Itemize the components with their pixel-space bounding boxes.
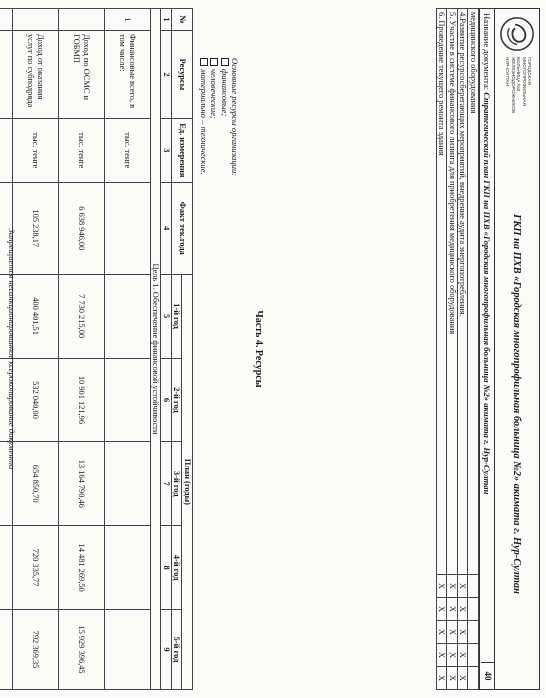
document-name-row xyxy=(479,8,494,690)
resources-intro-text: Основные ресурсы организации: xyxy=(230,58,240,177)
resource-plan-value xyxy=(104,442,150,526)
checkbox-icon xyxy=(200,58,208,66)
goal-row xyxy=(150,9,161,690)
objective-year-mark: X xyxy=(447,575,458,598)
resource-plan-value: 532 040,00 xyxy=(12,358,58,442)
resource-plan-value: 7 730 215,00 xyxy=(58,274,104,358)
col-header-year-1: 1-й год xyxy=(171,274,182,358)
objective-row xyxy=(436,9,447,690)
page-number: 40 xyxy=(481,662,494,689)
objective-year-mark xyxy=(468,667,479,690)
resource-plan-value: 654 850,70 xyxy=(12,442,58,526)
objective-year-mark: X xyxy=(447,598,458,621)
resource-num xyxy=(12,9,58,31)
resource-plan-value xyxy=(104,526,150,610)
document-header xyxy=(494,8,540,690)
objective-year-mark: X xyxy=(447,644,458,667)
objective-year-mark: X xyxy=(457,644,468,667)
resource-unit: тыс. тенге xyxy=(12,118,58,182)
resource-num xyxy=(58,9,104,31)
objective-row xyxy=(447,9,458,690)
objectives-table xyxy=(436,8,479,690)
resource-plan-value xyxy=(104,358,150,442)
resource-name: Финансовые всего, в том числе: xyxy=(104,30,150,118)
resource-fact-value: 105 238,17 xyxy=(12,182,58,274)
document-name-label: Название документа: Стратегический план ГКП на ПХВ «Городская многопрофильная больница №2» акимата г. Нур-Султан xyxy=(482,13,492,495)
resource-plan-value: 13 164 790,46 xyxy=(58,442,104,526)
resource-plan-value: 14 481 269,50 xyxy=(58,526,104,610)
column-number: 3 xyxy=(161,118,172,182)
checkbox-icon xyxy=(210,58,218,66)
objective-text: 6. Проведение текущего ремонта здания xyxy=(436,9,447,575)
resource-row xyxy=(58,9,104,690)
objective-year-mark: X xyxy=(436,644,447,667)
resource-unit: тыс. тенге xyxy=(104,118,150,182)
hospital-logo-icon xyxy=(498,15,536,53)
column-number: 1 xyxy=(161,9,172,31)
resource-plan-value: 10 901 121,96 xyxy=(58,358,104,442)
objective-row xyxy=(468,9,479,690)
objective-year-mark xyxy=(468,644,479,667)
resource-plan-value: 792 369,35 xyxy=(12,610,58,690)
col-header-fact: Факт тек.года xyxy=(171,182,192,274)
objective-year-mark: X xyxy=(457,598,468,621)
objective-year-mark: X xyxy=(436,598,447,621)
objective-year-mark: X xyxy=(457,667,468,690)
objective-text: медицинского оборудования xyxy=(468,9,479,575)
objective-year-mark: X xyxy=(436,621,447,644)
objective-year-mark: X xyxy=(457,575,468,598)
col-header-year-3: 3-й год xyxy=(171,442,182,526)
document-name-value: Стратегический план ГКП на ПХВ «Городская многопрофильная больница №2» акимата г. Нур-Султан xyxy=(482,92,492,495)
objective-year-mark: X xyxy=(436,667,447,690)
resource-plan-value xyxy=(104,610,150,690)
header-title: ГКП на ПХВ «Городская многопрофильная больница №2» акимата г. Нур-Султан xyxy=(511,214,523,594)
objective-year-mark: X xyxy=(436,575,447,598)
resources-intro xyxy=(198,58,240,176)
column-number: 4 xyxy=(161,182,172,274)
col-header-num: № xyxy=(171,9,192,31)
col-header-year-2: 2-й год xyxy=(171,358,182,442)
objective-year-mark xyxy=(468,598,479,621)
resource-plan-value xyxy=(104,274,150,358)
column-number: 9 xyxy=(161,610,172,690)
col-header-plan: План (годы) xyxy=(182,274,193,689)
column-number: 6 xyxy=(161,358,172,442)
col-header-year-5: 5-й год xyxy=(171,610,182,690)
resource-row xyxy=(12,9,58,690)
column-number-row xyxy=(161,9,172,690)
resource-item: финансовые; xyxy=(219,58,229,176)
resource-fact-value: 6 638 946,00 xyxy=(58,182,104,274)
objective-text: 5. Участие в системе финансового лизинга для приобретения медицинского оборудования xyxy=(447,9,458,575)
resource-plan-value: 15 929 396,45 xyxy=(58,610,104,690)
col-header-year-4: 4-й год xyxy=(171,526,182,610)
col-header-resource: Ресурсы xyxy=(171,30,192,118)
resource-unit: тыс. тенге xyxy=(58,118,104,182)
section-title: Часть 4. Ресурсы xyxy=(253,310,264,388)
objective-year-mark: X xyxy=(457,621,468,644)
column-number: 8 xyxy=(161,526,172,610)
resources-table xyxy=(0,8,193,690)
column-number: 7 xyxy=(161,442,172,526)
objective-row xyxy=(457,9,468,690)
footer-note: Запрещается несанкционированное ксерокопирование документа xyxy=(7,228,17,470)
checkbox-icon xyxy=(221,58,229,66)
column-number: 2 xyxy=(161,30,172,118)
column-number: 5 xyxy=(161,274,172,358)
resource-name: Доход по ОСМС и ГОБМП xyxy=(58,30,104,118)
goal-title: Цель 1. Обеспечение финансовой устойчивости xyxy=(150,9,161,690)
resource-fact-value xyxy=(104,182,150,274)
objective-text: 4.Развитие ресурсосберегающих мероприятий, внедрение аудита энергопотребления. xyxy=(457,9,468,575)
resource-item: материально – технические. xyxy=(198,58,208,176)
col-header-unit: Ед. измерения xyxy=(171,118,192,182)
resource-plan-value: 400 401,51 xyxy=(12,274,58,358)
resource-num: 1 xyxy=(104,9,150,31)
resource-row xyxy=(104,9,150,690)
objective-year-mark xyxy=(468,575,479,598)
resource-plan-value: 720 335,77 xyxy=(12,526,58,610)
resource-name: Доход от оказания услуг по субподряда xyxy=(12,30,58,118)
objective-year-mark xyxy=(468,621,479,644)
logo-text: ГОРОДСКАЯ МНОГОПРОФИЛЬНАЯ БОЛЬНИЦА №2 ЖЕЛЕЗНОДОРОЖНИКОВ НУР-СУЛТАН xyxy=(505,57,532,114)
objective-year-mark: X xyxy=(447,667,458,690)
objective-year-mark: X xyxy=(447,621,458,644)
resource-item: человеческие; xyxy=(209,58,219,176)
